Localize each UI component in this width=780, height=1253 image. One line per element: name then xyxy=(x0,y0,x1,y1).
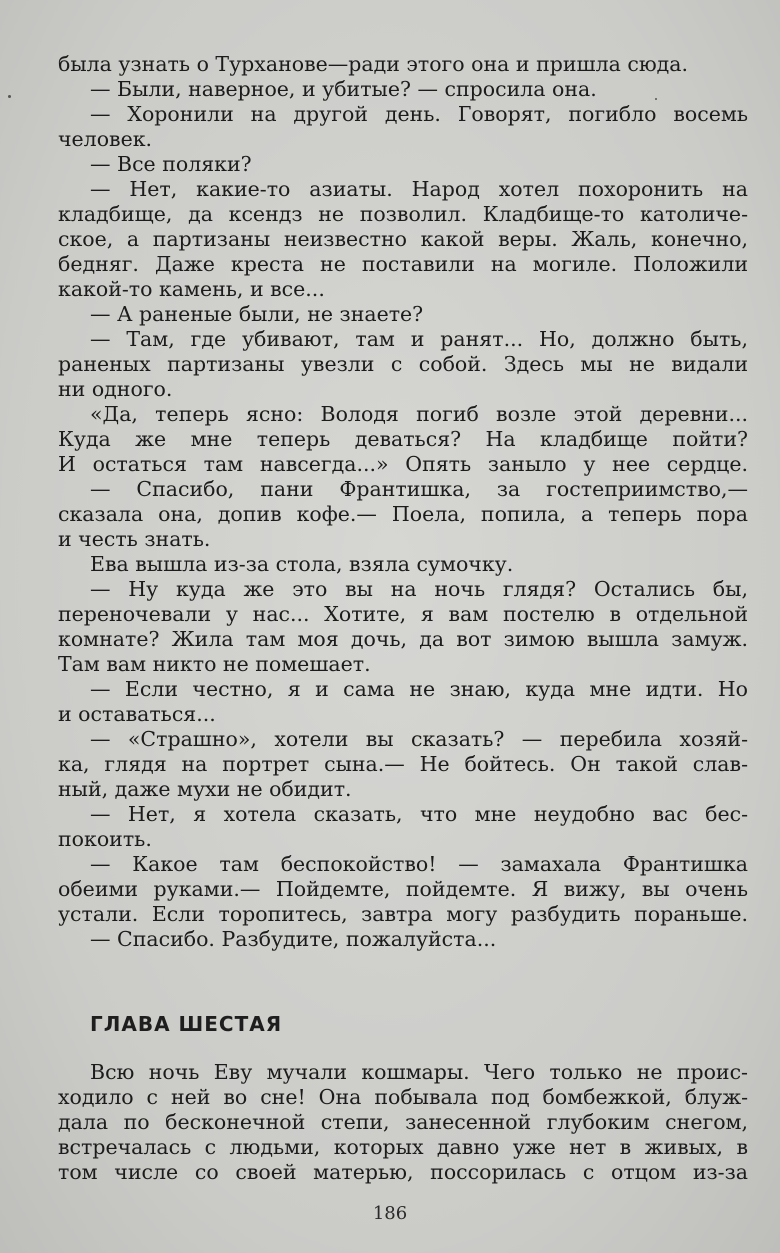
text-line: — «Страшно», хотели вы сказать? — перебила хозяй- xyxy=(90,727,748,751)
text-line: кладбище, да ксендз не позволил. Кладбище-то католиче- xyxy=(58,202,748,226)
page-number: 186 xyxy=(372,1203,408,1224)
text-line: ка, глядя на портрет сына.— Не бойтесь. Он такой слав- xyxy=(58,752,748,776)
text-line: — Все поляки? xyxy=(90,152,252,176)
text-line: дала по бесконечной степи, занесенной глубоким снегом, xyxy=(58,1110,748,1134)
text-line: — Спасибо. Разбудите, пожалуйста... xyxy=(90,927,497,951)
chapter-title: ГЛАВА ШЕСТАЯ xyxy=(90,1012,283,1036)
text-line: комнате? Жила там моя дочь, да вот зимою вышла замуж. xyxy=(58,627,748,651)
text-line: И остаться там навсегда...» Опять заныло у нее сердце. xyxy=(58,452,748,476)
text-line: сказала она, допив кофе.— Поела, попила, а теперь пора xyxy=(58,502,748,526)
text-line: Всю ночь Еву мучали кошмары. Чего только не проис- xyxy=(90,1060,748,1084)
text-line: и честь знать. xyxy=(58,527,211,551)
text-line: — Нет, я хотела сказать, что мне неудобно вас бес- xyxy=(90,802,748,826)
text-line: ходило с ней во сне! Она побывала под бомбежкой, блуж- xyxy=(58,1085,748,1109)
text-line: — А раненые были, не знаете? xyxy=(90,302,424,326)
text-line: — Ну куда же это вы на ночь глядя? Остались бы, xyxy=(90,577,748,601)
text-line: была узнать о Турханове—ради этого она и пришла сюда. xyxy=(58,52,689,76)
text-line: покоить. xyxy=(58,827,152,851)
text-line: Куда же мне теперь деваться? На кладбище пойти? xyxy=(58,427,748,451)
text-line: раненых партизаны увезли с собой. Здесь мы не видали xyxy=(58,352,748,376)
text-line: встречалась с людьми, которых давно уже нет в живых, в xyxy=(58,1135,748,1159)
text-line: и оставаться... xyxy=(58,702,216,726)
text-line: переночевали у нас... Хотите, я вам постелю в отдельной xyxy=(58,602,748,626)
text-line: обеими руками.— Пойдемте, пойдемте. Я вижу, вы очень xyxy=(58,877,748,901)
text-line: — Если честно, я и сама не знаю, куда мне идти. Но xyxy=(90,677,748,701)
text-line: устали. Если торопитесь, завтра могу разбудить пораньше. xyxy=(58,902,748,926)
text-line: человек. xyxy=(58,127,153,151)
text-line: ское, а партизаны неизвестно какой веры. Жаль, конечно, xyxy=(58,227,748,251)
text-line: ни одного. xyxy=(58,377,173,401)
text-line: — Хоронили на другой день. Говорят, погибло восемь xyxy=(90,102,748,126)
paper-speck xyxy=(8,95,11,98)
chapter-text-block xyxy=(58,1060,748,1185)
text-line: — Были, наверное, и убитые? — спросила она. xyxy=(90,77,597,101)
text-line: бедняг. Даже креста не поставили на могиле. Положили xyxy=(58,252,748,276)
text-line: Там вам никто не помешает. xyxy=(58,652,371,676)
text-line: — Нет, какие-то азиаты. Народ хотел похоронить на xyxy=(90,177,748,201)
text-line: том числе со своей матерью, поссорилась с отцом из-за xyxy=(58,1160,748,1184)
dialogue-text-block xyxy=(58,52,748,952)
text-line: — Там, где убивают, там и ранят... Но, должно быть, xyxy=(90,327,748,351)
text-line: какой-то камень, и все... xyxy=(58,277,325,301)
text-line: «Да, теперь ясно: Володя погиб возле этой деревни... xyxy=(90,402,748,426)
text-line: — Спасибо, пани Франтишка, за гостеприимство,— xyxy=(90,477,748,501)
text-line: ный, даже мухи не обидит. xyxy=(58,777,352,801)
text-line: Ева вышла из-за стола, взяла сумочку. xyxy=(90,552,514,576)
text-line: — Какое там беспокойство! — замахала Франтишка xyxy=(90,852,748,876)
